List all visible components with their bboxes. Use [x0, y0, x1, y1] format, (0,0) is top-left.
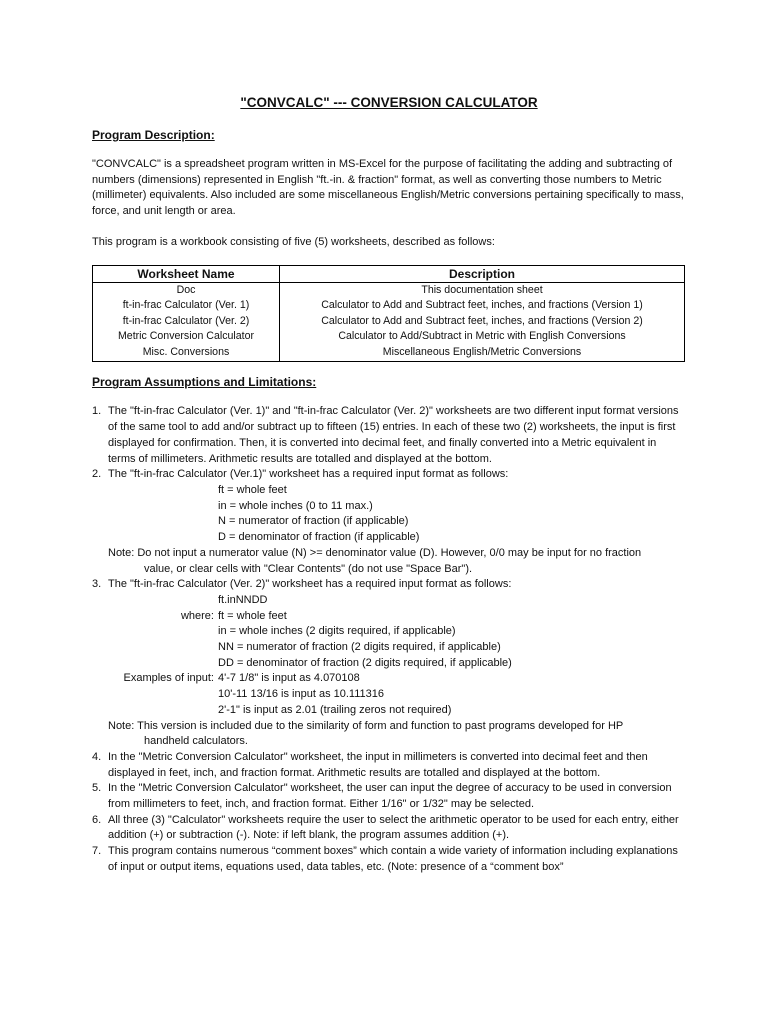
table-row — [93, 282, 685, 298]
list-item — [92, 577, 686, 750]
item-number: 5. — [92, 782, 102, 795]
table-row — [93, 345, 685, 362]
document-page — [92, 94, 686, 876]
list-item — [92, 404, 686, 467]
item-text: The "ft-in-frac Calculator (Ver. 1)" and "ft-in-frac Calculator (Ver. 2)" worksheets are two different input format versions of the same tool to add and/or subtract up to fifteen (15) entries. In each of these two (2) worksheets, the input is first displayed for confirmation. Then, it is converted into decimal feet, and finally converted into a Metric equivalent in terms of millimeters. Arithmetic results are totalled and displayed at the bottom. — [108, 405, 679, 465]
item-text: In the "Metric Conversion Calculator" worksheet, the user can input the degree of accuracy to be used in conversion from millimeters to feet, inch, and fraction format. Either 1/16" or 1/32" may be selected. — [108, 782, 672, 811]
note-line-continued: handheld calculators. — [144, 735, 248, 748]
document-title: "CONVCALC" --- CONVERSION CALCULATOR — [240, 95, 538, 110]
list-item — [92, 844, 686, 875]
assumptions-heading: Program Assumptions and Limitations: — [92, 375, 317, 390]
where-row — [108, 609, 686, 625]
item-text: The "ft-in-frac Calculator (Ver.1)" worksheet has a required input format as follows: — [108, 468, 509, 481]
header-description: Description — [280, 265, 685, 282]
table-row — [93, 329, 685, 345]
item-number: 2. — [92, 468, 102, 481]
examples-row — [108, 671, 686, 687]
item-number: 1. — [92, 405, 102, 418]
item-number: 4. — [92, 750, 102, 763]
item-number: 6. — [92, 813, 102, 826]
table-cell: Calculator to Add and Subtract feet, inches, and fractions (Version 2) — [280, 314, 685, 330]
example-line: 10'-11 13/16 is input as 10.111316 — [218, 688, 385, 701]
program-description-heading: Program Description: — [92, 128, 215, 142]
worksheet-table — [92, 265, 685, 363]
format-line-dd: DD = denominator of fraction (2 digits required, if applicable) — [218, 656, 512, 669]
item-text: This program contains numerous “comment boxes” which contain a wide variety of information including explanations of input or output items, equations used, data tables, etc. (Note: presence of a “comment box” — [108, 845, 678, 873]
list-item — [92, 750, 686, 781]
item-text: The "ft-in-frac Calculator (Ver. 2)" worksheet has a required input format as follows: — [108, 578, 512, 591]
table-cell: ft-in-frac Calculator (Ver. 1) — [93, 298, 280, 314]
where-label: where: — [180, 609, 214, 622]
table-cell: Calculator to Add/Subtract in Metric with English Conversions — [280, 329, 685, 345]
examples-label: Examples of input: — [123, 672, 214, 685]
table-header-row — [93, 265, 685, 282]
header-worksheet-name: Worksheet Name — [93, 265, 280, 282]
note-line: Note: This version is included due to the similarity of form and function to past programs developed for HP — [108, 719, 624, 732]
workbook-paragraph: This program is a workbook consisting of five (5) worksheets, described as follows: — [92, 235, 495, 248]
table-cell: Doc — [93, 282, 280, 298]
assumptions-list — [92, 404, 686, 875]
list-item — [92, 467, 686, 577]
table-cell: Calculator to Add and Subtract feet, inches, and fractions (Version 1) — [280, 298, 685, 314]
table-cell: ft-in-frac Calculator (Ver. 2) — [93, 314, 280, 330]
format-line-ft: ft = whole feet — [218, 609, 287, 622]
example-line: 2'-1" is input as 2.01 (trailing zeros not required) — [218, 703, 452, 716]
list-item — [92, 813, 686, 844]
table-row — [93, 314, 685, 330]
note-line: Note: Do not input a numerator value (N) >= denominator value (D). However, 0/0 may be input for no fraction — [108, 546, 642, 559]
format-string: ft.inNNDD — [218, 593, 268, 606]
table-cell: Metric Conversion Calculator — [93, 329, 280, 345]
example-line: 4'-7 1/8" is input as 4.070108 — [218, 672, 360, 685]
note-line-continued: value, or clear cells with "Clear Contents" (do not use "Space Bar"). — [144, 562, 473, 575]
item-text: All three (3) "Calculator" worksheets require the user to select the arithmetic operator to be used for each entry, either addition (+) or subtraction (-). Note: if left blank, the program assumes addition (+). — [108, 813, 679, 842]
table-cell: Misc. Conversions — [93, 345, 280, 362]
item-number: 7. — [92, 845, 102, 858]
format-line-in: in = whole inches (0 to 11 max.) — [218, 499, 373, 512]
list-item — [92, 781, 686, 812]
format-line-in: in = whole inches (2 digits required, if applicable) — [218, 625, 456, 638]
format-line-nn: NN = numerator of fraction (2 digits required, if applicable) — [218, 641, 501, 654]
item-text: In the "Metric Conversion Calculator" worksheet, the input in millimeters is converted into decimal feet and then displayed in feet, inch, and fraction format. Arithmetic results are totalled and displayed at the bottom. — [108, 750, 648, 779]
description-paragraph: "CONVCALC" is a spreadsheet program written in MS-Excel for the purpose of facilitating the adding and subtracting of numbers (dimensions) represented in English "ft.-in. & fraction" format, as well as converting those numbers to Metric (millimeter) equivalents. Also included are some miscellaneous English/Metric conversions pertaining specifically to mass, force, and unit length or area. — [92, 158, 684, 218]
table-cell: Miscellaneous English/Metric Conversions — [280, 345, 685, 362]
item-number: 3. — [92, 578, 102, 591]
format-line-d: D = denominator of fraction (if applicable) — [218, 531, 420, 544]
table-cell: This documentation sheet — [280, 282, 685, 298]
format-line-n: N = numerator of fraction (if applicable) — [218, 515, 409, 528]
table-row — [93, 298, 685, 314]
format-line-ft: ft = whole feet — [218, 484, 287, 496]
